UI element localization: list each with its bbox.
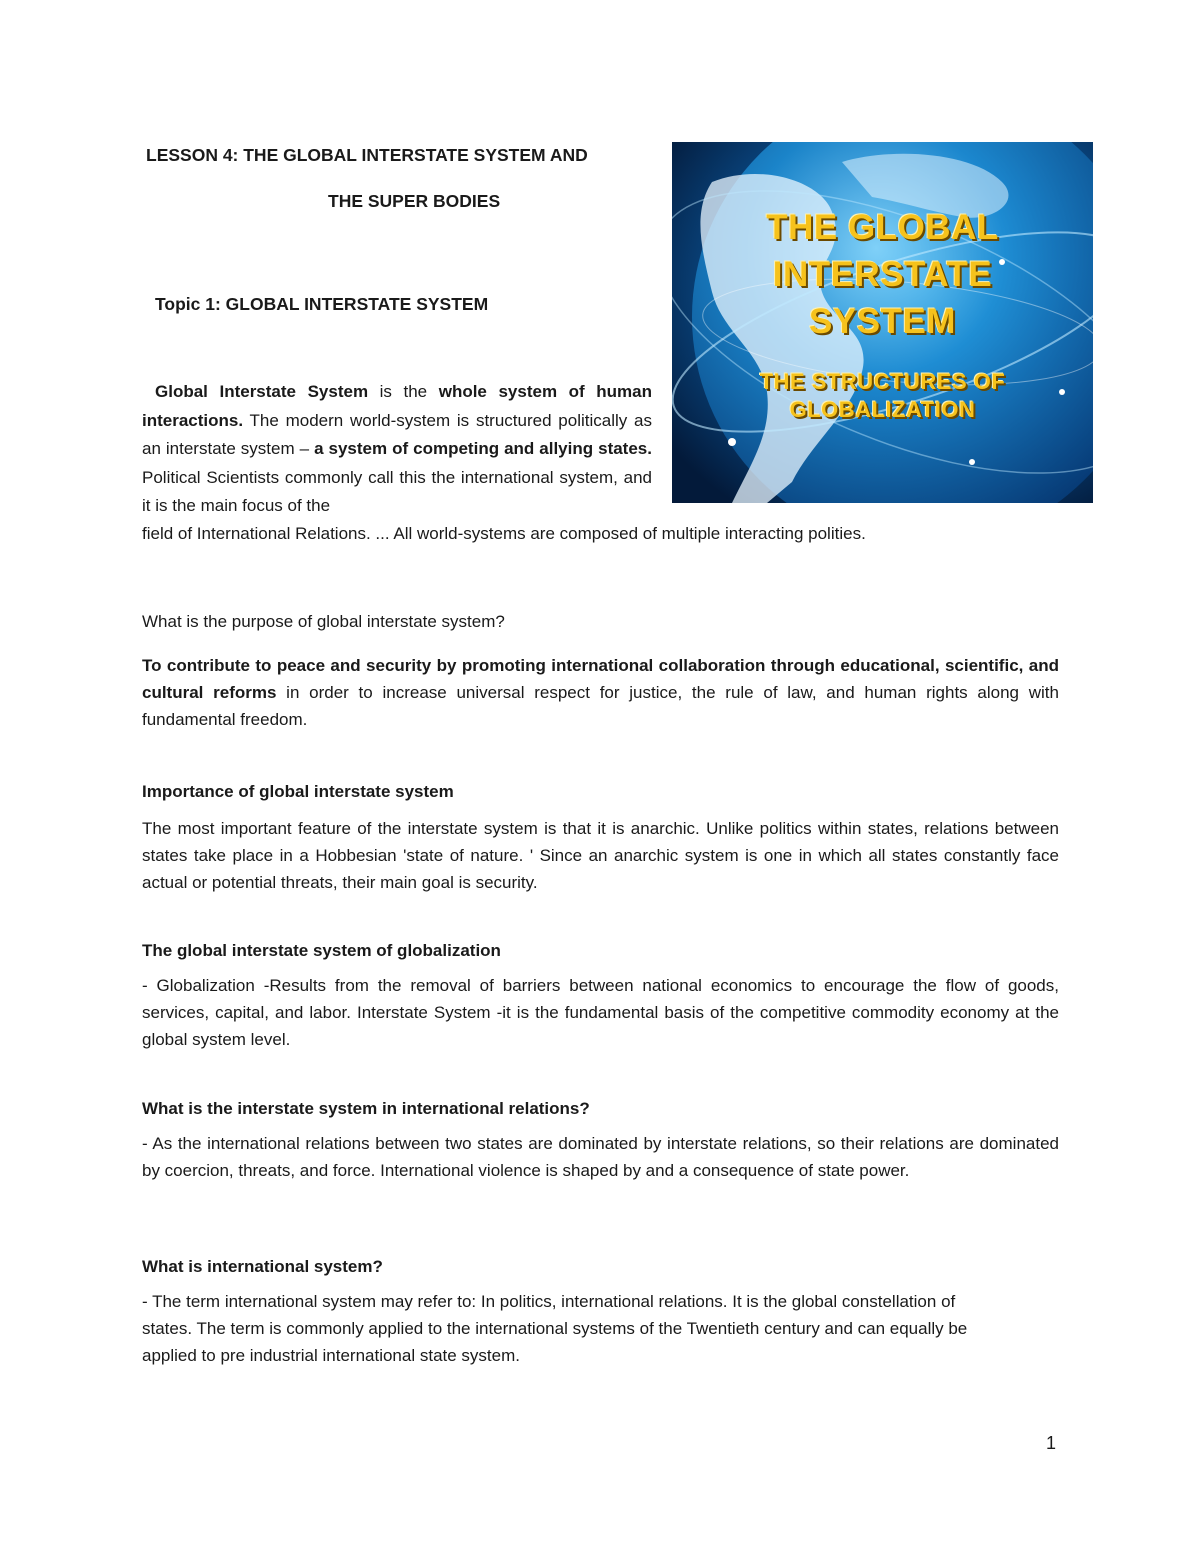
international-relations-heading: What is the interstate system in international relations? [142, 1099, 590, 1118]
page-number: 1 [1046, 1433, 1057, 1453]
international-relations-body: - As the international relations between two states are dominated by interstate relations, so their relations are dominated by coercion, threats, and force. International violence is shaped by and a consequence of state power. [142, 1134, 1059, 1180]
globalization-body: - Globalization -Results from the removal of barriers between national economics to encourage the flow of goods, services, capital, and labor. Interstate System -it is the fundamental basis of the competitive commodity economy at the global system level. [142, 976, 1059, 1049]
globalization-heading: The global interstate system of globalization [142, 941, 501, 960]
intro-paragraph: Global Interstate System is the whole system of human interactions. The modern world-system is structured politically as an interstate system – a system of competing and allying states. Political Scientists commonly call this the international system, and it is the main focus of the [142, 382, 652, 515]
importance-heading: Importance of global interstate system [142, 782, 454, 801]
international-system-body: - The term international system may refer to: In politics, international relations. It is the global constellation of states. The term is commonly applied to the international systems of the Twentieth century and can equally be applied to pre industrial international state system. [142, 1292, 968, 1365]
lesson-title-line2: THE SUPER BODIES [328, 191, 501, 211]
lesson-title-line1: LESSON 4: THE GLOBAL INTERSTATE SYSTEM AND [146, 145, 588, 165]
purpose-answer: To contribute to peace and security by promoting international collaboration through educational, scientific, and cultural reforms in order to increase universal respect for justice, the rule of law, and human rights along with fundamental freedom. [142, 656, 1059, 729]
image-title: THE GLOBAL INTERSTATE SYSTEM [766, 208, 999, 341]
international-system-heading: What is international system? [142, 1257, 383, 1276]
intro-last-line: field of International Relations. ... All world-systems are composed of multiple interacting polities. [142, 524, 866, 543]
purpose-question: What is the purpose of global interstate system? [142, 612, 505, 631]
globe-illustration [672, 142, 1093, 503]
image-subtitle: THE STRUCTURES OF GLOBALIZATION [759, 369, 1006, 422]
topic-heading: Topic 1: GLOBAL INTERSTATE SYSTEM [155, 294, 489, 314]
importance-body: The most important feature of the interstate system is that it is anarchic. Unlike politics within states, relations between states take place in a Hobbesian 'state of nature. ' Since an anarchic system is one in which all states constantly face actual or potential threats, their main goal is security. [142, 819, 1059, 892]
